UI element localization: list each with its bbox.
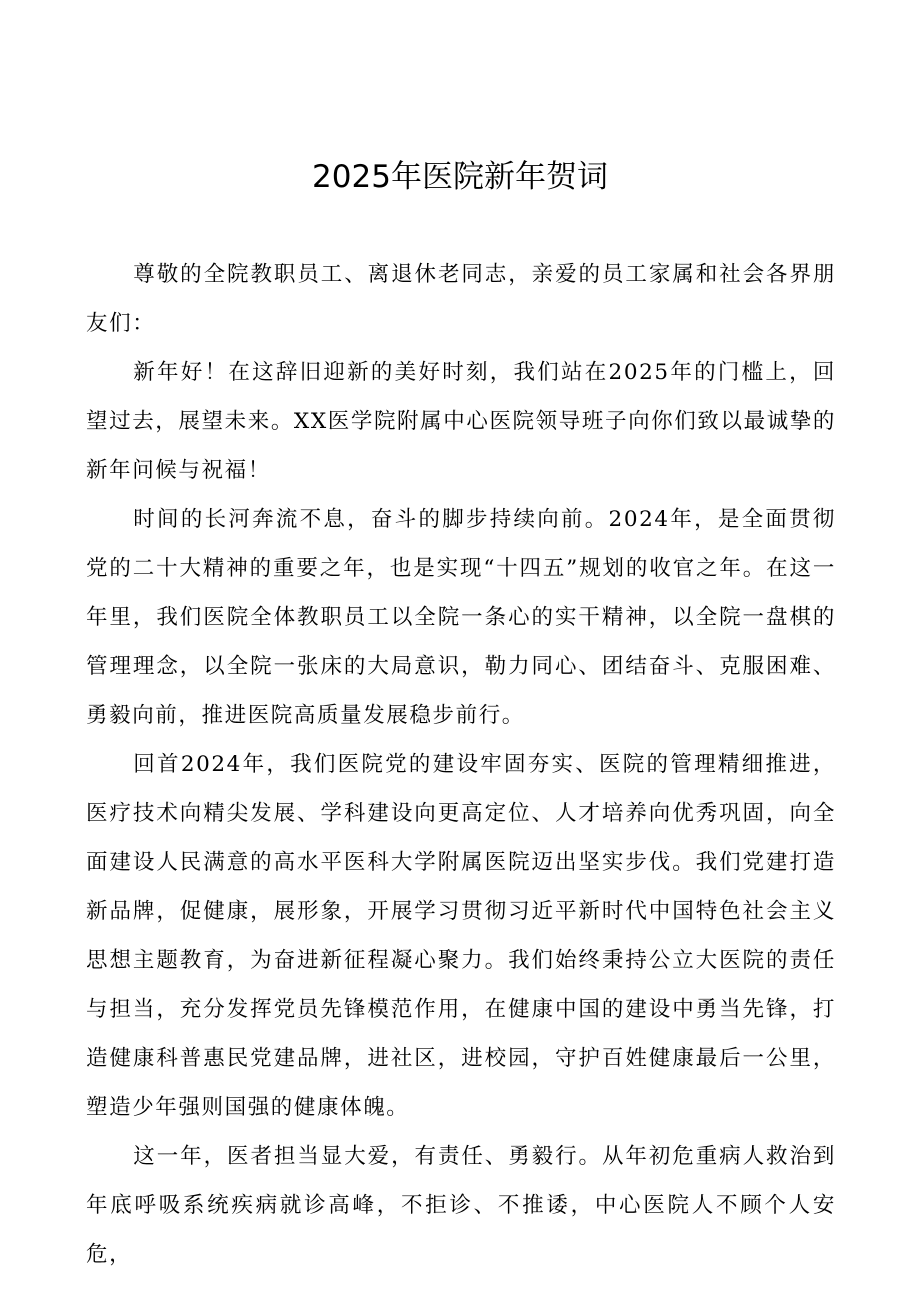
paragraph-responsibility: 这一年，医者担当显大爱，有责任、勇毅行。从年初危重病人救治到年底呼吸系统疾病就诊高峰，不拒诊、不推诿，中心医院人不顾个人安危， xyxy=(86,1144,836,1267)
paragraph-salutation: 尊敬的全院教职员工、离退休老同志，亲爱的员工家属和社会各界朋友们： xyxy=(86,262,836,336)
paragraph-greeting: 新年好！在这辞旧迎新的美好时刻，我们站在2025年的门槛上，回望过去，展望未来。XX医学院附属中心医院领导班子向你们致以最诚挚的新年问候与祝福！ xyxy=(86,360,836,483)
document-body xyxy=(86,250,836,1279)
paragraph-overview-2024: 时间的长河奔流不息，奋斗的脚步持续向前。2024年，是全面贯彻党的二十大精神的重要之年，也是实现“十四五”规划的收官之年。在这一年里，我们医院全体教职员工以全院一条心的实干精神，以全院一盘棋的管理理念，以全院一张床的大局意识，勒力同心、团结奋斗、克服困难、勇毅向前，推进医院高质量发展稳步前行。 xyxy=(86,507,836,728)
paragraph-review-2024: 回首2024年，我们医院党的建设牢固夯实、医院的管理精细推进，医疗技术向精尖发展、学科建设向更高定位、人才培养向优秀巩固，向全面建设人民满意的高水平医科大学附属医院迈出坚实步伐。我们党建打造新品牌，促健康，展形象，开展学习贯彻习近平新时代中国特色社会主义思想主题教育，为奋进新征程凝心聚力。我们始终秉持公立大医院的责任与担当，充分发挥党员先锋模范作用，在健康中国的建设中勇当先锋，打造健康科普惠民党建品牌，进社区，进校园，守护百姓健康最后一公里，塑造少年强则国强的健康体魄。 xyxy=(86,752,836,1120)
document-title: 2025年医院新年贺词 xyxy=(312,159,608,195)
